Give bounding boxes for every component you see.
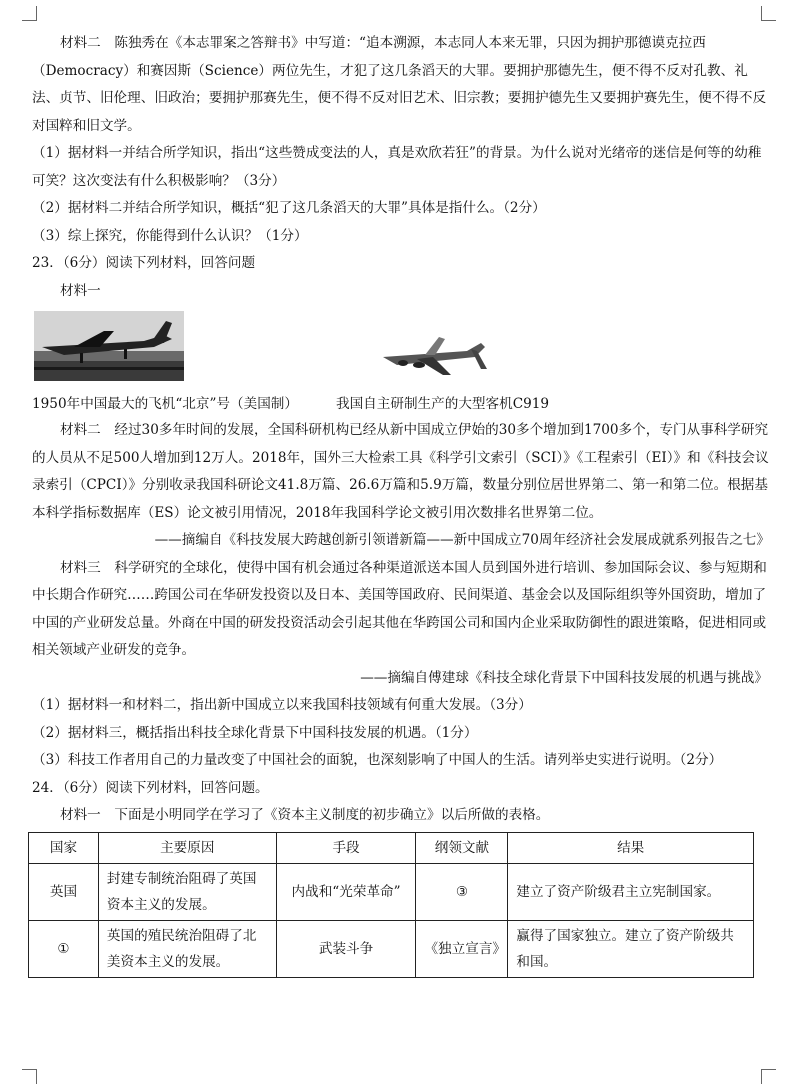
table-header-cell: 结果 bbox=[508, 832, 754, 863]
table-cell: ① bbox=[29, 920, 99, 977]
q23-material-1-label: 材料一 bbox=[60, 282, 101, 299]
crop-mark-bottom-right bbox=[761, 1069, 776, 1084]
table-header-cell: 主要原因 bbox=[98, 832, 276, 863]
table-cell: ③ bbox=[416, 863, 508, 920]
table-cell: 赢得了国家独立。建立了资产阶级共和国。 bbox=[508, 920, 754, 977]
q23-material-3: 材料三 科学研究的全球化，使得中国有机会通过各种渠道派送本国人员到国外进行培训、参加国际会议、参与短期和中长期合作研究……跨国公司在华研发投资以及日本、美国等国政府、民间渠道、基金会以及国际组织等外国资助，增加了中国的产业研发总量。外商在中国的研发投资活动会引起其他在华跨国公司和国内企业采取防御性的跟进策略，促进相同或相关领域产业研发的竞争。 bbox=[32, 559, 767, 658]
q22-part-3: （3）综上探究，你能得到什么认识？（1分） bbox=[32, 227, 308, 244]
table-header-cell: 纲领文献 bbox=[416, 832, 508, 863]
crop-mark-bottom-left bbox=[22, 1069, 37, 1084]
q23-source-2: ——摘编自《科技发展大跨越创新引领谱新篇——新中国成立70周年经济社会发展成就系列报告之七》 bbox=[154, 532, 770, 548]
table-row bbox=[29, 920, 754, 977]
table-header-cell: 手段 bbox=[276, 832, 416, 863]
q23-source-3: ——摘编自傅建球《科技全球化背景下中国科技发展的机遇与挑战》 bbox=[360, 669, 768, 686]
table-cell: 《独立宣言》 bbox=[416, 920, 508, 977]
capitalism-summary-table bbox=[28, 832, 754, 978]
table-cell: 英国 bbox=[29, 863, 99, 920]
photo-c919-airplane bbox=[377, 329, 492, 389]
table-cell: 英国的殖民统治阻碍了北美资本主义的发展。 bbox=[98, 920, 276, 977]
q23-photos bbox=[32, 307, 770, 417]
table-header-row bbox=[29, 832, 754, 863]
photo-beijing-airplane bbox=[34, 311, 184, 381]
caption-beijing: 1950年中国最大的飞机“北京”号（美国制） bbox=[32, 396, 298, 412]
q23-title: 23．（6分）阅读下列材料，回答问题 bbox=[32, 255, 256, 271]
table-cell: 封建专制统治阻碍了英国资本主义的发展。 bbox=[98, 863, 276, 920]
table-cell: 建立了资产阶级君主立宪制国家。 bbox=[508, 863, 754, 920]
table-cell: 武装斗争 bbox=[276, 920, 416, 977]
q22-part-2: （2）据材料二并结合所学知识，概括“犯了这几条滔天的大罪”具体是指什么。（2分） bbox=[32, 200, 546, 216]
photo-captions bbox=[32, 391, 770, 419]
crop-mark-top-right bbox=[761, 6, 776, 21]
q22-material-2: 材料二 陈独秀在《本志罪案之答辩书》中写道：“追本溯源，本志同人本来无罪，只因为拥护那德谟克拉西（Democracy）和赛因斯（Science）两位先生，才犯了这几条滔天的大罪。要拥护那德先生，便不得不反对孔教、礼法、贞节、旧伦理、旧政治；要拥护那赛先生，便不得不反对旧艺术、旧宗教；要拥护德先生又要拥护赛先生，便不得不反对国粹和旧文学。 bbox=[32, 35, 767, 134]
q23-part-1: （1）据材料一和材料二，指出新中国成立以来我国科技领域有何重大发展。（3分） bbox=[32, 697, 532, 713]
caption-c919: 我国自主研制生产的大型客机C919 bbox=[336, 396, 550, 412]
table-cell: 内战和“光荣革命” bbox=[276, 863, 416, 920]
q23-part-3: （3）科技工作者用自己的力量改变了中国社会的面貌，也深刻影响了中国人的生活。请列举史实进行说明。（2分） bbox=[32, 752, 723, 768]
table-header-cell: 国家 bbox=[29, 832, 99, 863]
q24-title: 24．（6分）阅读下列材料，回答问题。 bbox=[32, 779, 269, 796]
page-content bbox=[32, 30, 770, 978]
q23-part-2: （2）据材料三，概括指出科技全球化背景下中国科技发展的机遇。（1分） bbox=[32, 724, 478, 741]
q22-part-1: （1）据材料一并结合所学知识，指出“这些赞成变法的人，真是欢欣若狂”的背景。为什么说对光绪帝的迷信是何等的幼稚可笑？这次变法有什么积极影响？（3分） bbox=[32, 145, 762, 189]
table-row bbox=[29, 863, 754, 920]
q24-material-1: 材料一 下面是小明同学在学习了《资本主义制度的初步确立》以后所做的表格。 bbox=[60, 807, 550, 823]
crop-mark-top-left bbox=[22, 6, 37, 21]
q23-material-2: 材料二 经过30多年时间的发展，全国科研机构已经从新中国成立伊始的30多个增加到1700多个，专门从事科学研究的人员从不足500人增加到12万人。2018年，国外三大检索工具《科学引文索引（SCI）》《工程索引（EI）》和《科技会议录索引（CPCI）》分别收录我国科研论文41.8万篇、26.6万篇和5.9万篇，数量分别位居世界第二、第一和第二位。根据基本科学指标数据库（ES）论文被引用情况，2018年我国科学论文被引用次数排名世界第二位。 bbox=[32, 422, 769, 521]
